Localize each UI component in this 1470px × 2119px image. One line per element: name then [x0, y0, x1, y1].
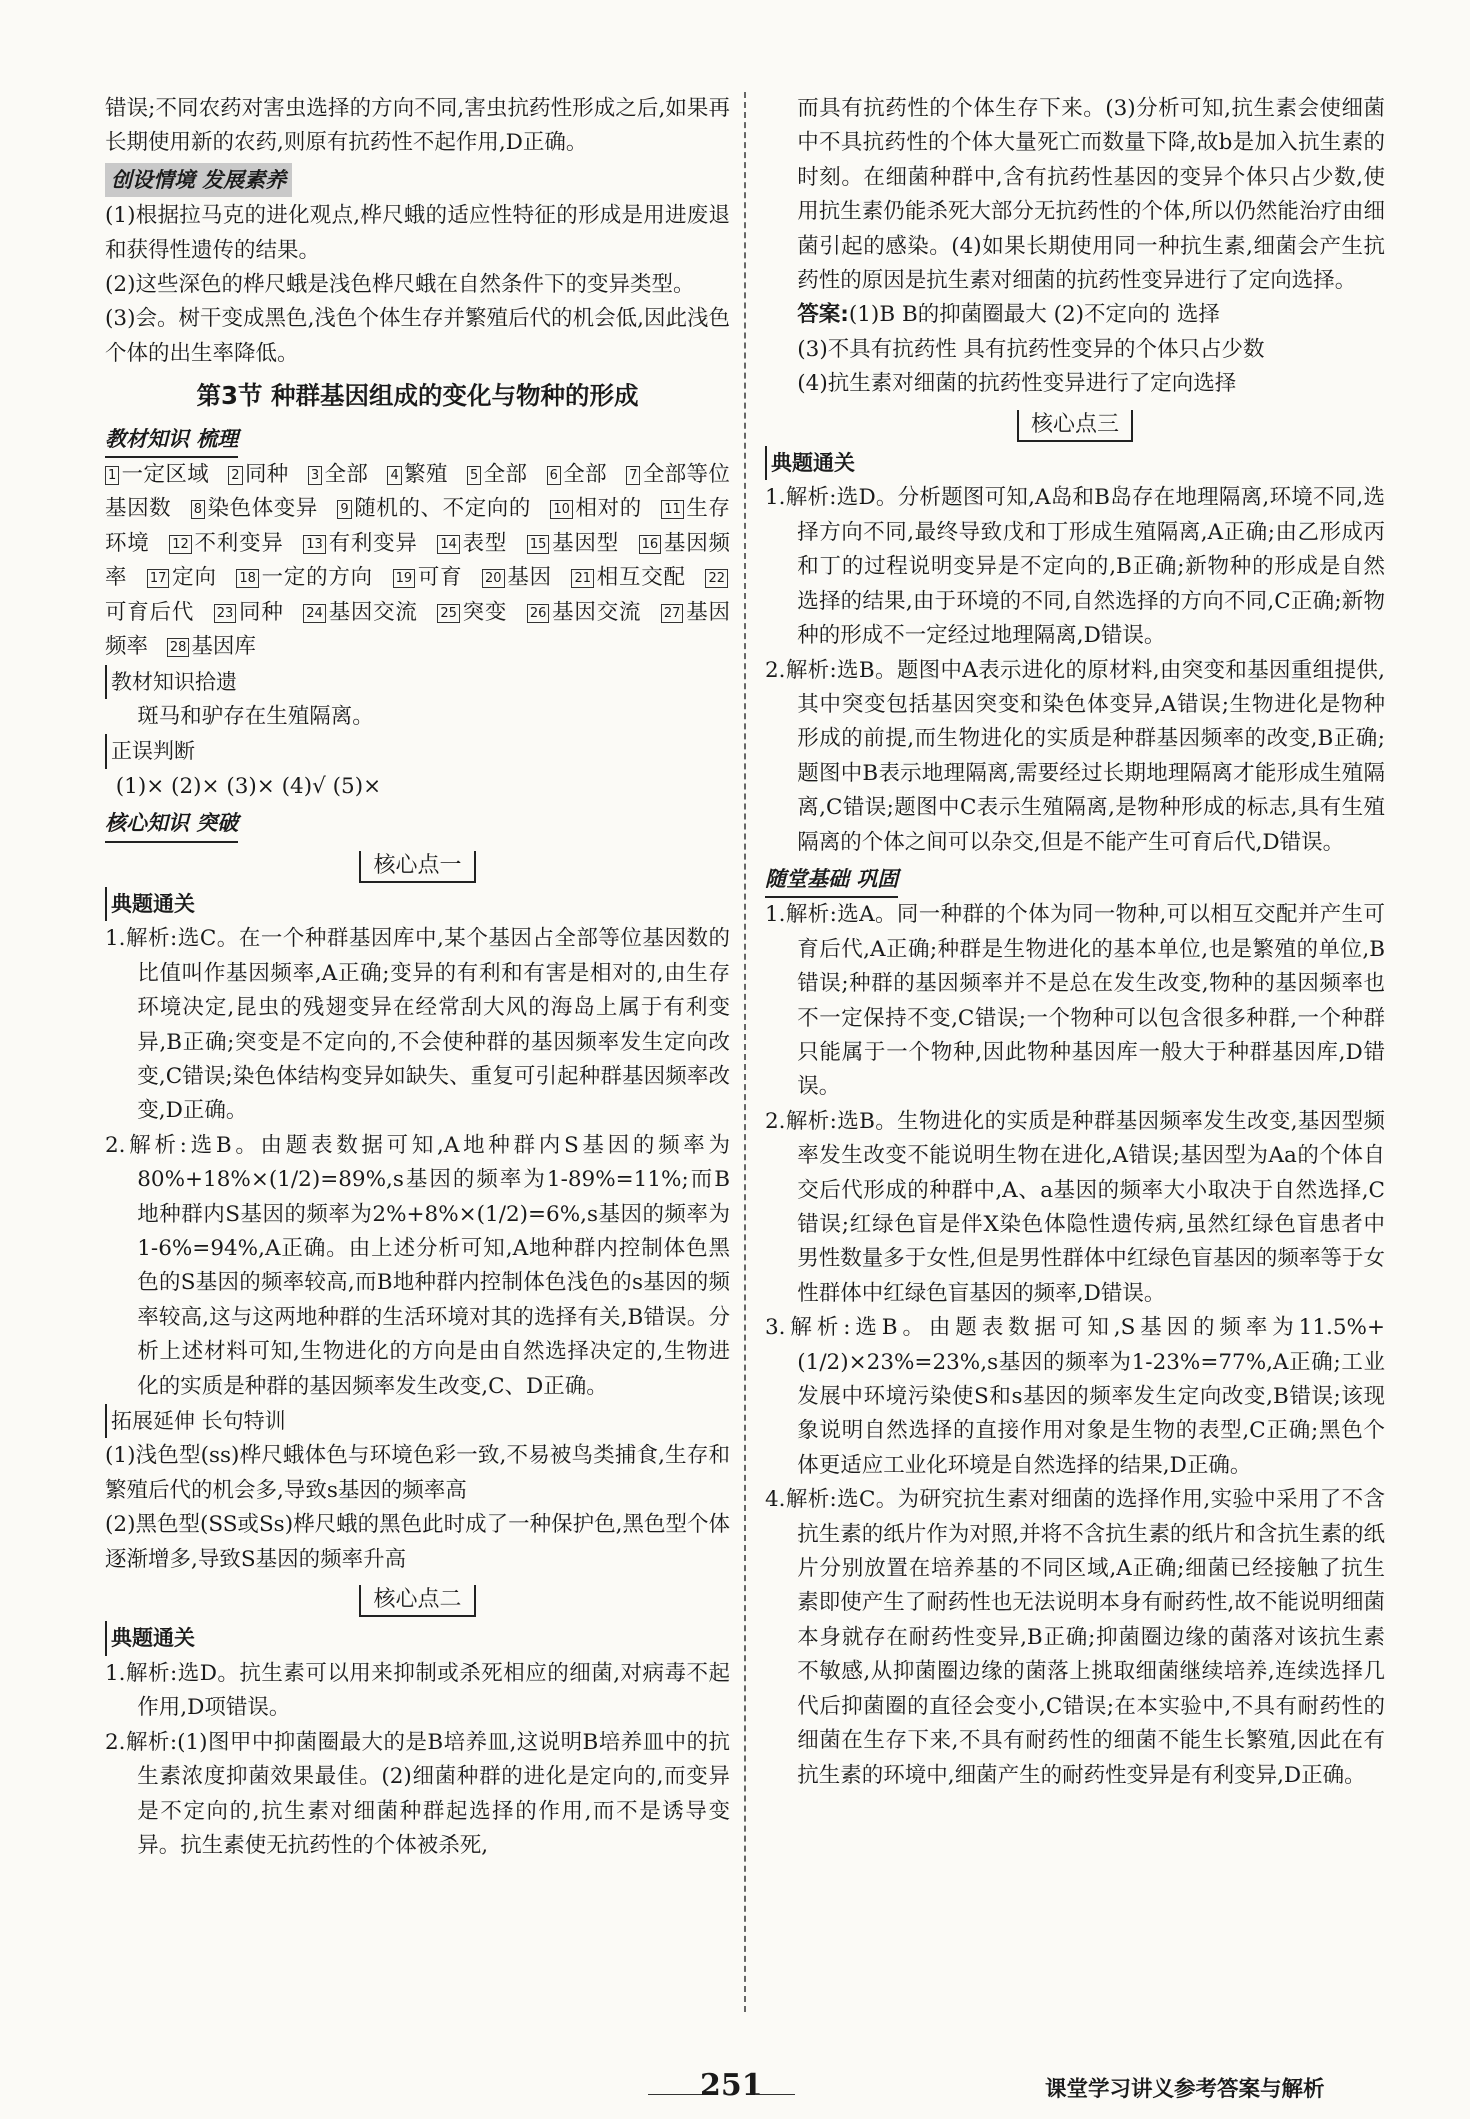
- continued-paragraph: 而具有抗药性的个体生存下来。(3)分析可知,抗生素会使细菌中不具抗药性的个体大量死亡而数量下降,故b是加入抗生素的时刻。在细菌种群中,含有抗药性基因的变异个体只占少数,使用抗生素仍能杀死大部分无抗药性的个体,所以仍然能治疗由细菌引起的感染。(4)如果长期使用同一种抗生素,细菌会产生抗药性的原因是抗生素对细菌的抗药性变异进行了定向选择。: [797, 96, 1385, 294]
- item-number: 17: [147, 569, 170, 588]
- item-number: 27: [661, 604, 684, 623]
- pickup-text: 斑马和驴存在生殖隔离。: [137, 703, 374, 729]
- right-column: [765, 92, 1385, 1793]
- item-number: 4: [387, 466, 401, 485]
- sub-label-typical: 典题通关: [105, 1621, 195, 1655]
- item-number: 14: [437, 535, 460, 554]
- item-text: 全部: [562, 462, 607, 488]
- knowledge-item: [527, 531, 619, 556]
- answer-item: 2.解析:选B。生物进化的实质是种群基因频率发生改变,基因型频率发生改变不能说明生物在进化,A错误;基因型为Aa的个体自交后代形成的种群中,A、a基因的频率大小取决于自然选择,C错误;红绿色盲是伴X染色体隐性遗传病,虽然红绿色盲患者中男性数量多于女性,但是男性群体中红绿色盲基因的频率等于女性群体中红绿色盲基因的频率,D错误。: [765, 1108, 1385, 1306]
- item-text: 基因: [506, 565, 552, 591]
- knowledge-item: [167, 634, 256, 659]
- knowledge-item: [467, 462, 527, 487]
- item-number: 10: [550, 500, 573, 519]
- item-text: 一定区域: [121, 462, 210, 488]
- answer-label: 答案:: [797, 302, 849, 328]
- knowledge-item: [308, 462, 368, 487]
- answer-item: 2.解析:(1)图甲中抑菌圈最大的是B培养皿,这说明B培养皿中的抗生素浓度抑菌效果最佳。(2)细菌种群的进化是定向的,而变异是不定向的,抗生素对细菌种群起选择的作用,而不是诱导变异。抗生素使无抗药性的个体被杀死,: [105, 1729, 730, 1858]
- item-number: 18: [236, 569, 259, 588]
- knowledge-item: [482, 565, 552, 590]
- item-number: 9: [337, 500, 351, 519]
- core-point-1-title: 核心点一: [359, 851, 475, 883]
- answer-item: 1.解析:选A。同一种群的个体为同一物种,可以相互交配并产生可育后代,A正确;种群是生物进化的基本单位,也是繁殖的单位,B错误;种群的基因频率并不是总在发生改变,物种的基因频率也不一定保持不变,C错误;一个物种可以包含很多种群,一个种群只能属于一个物种,因此物种基因库一般大于种群基因库,D错误。: [765, 902, 1385, 1100]
- heading-scenario: 创设情境 发展素养: [105, 163, 292, 197]
- page-number: 251: [700, 2068, 763, 2103]
- scenario-item: (3)会。树干变成黑色,浅色个体生存并繁殖后代的机会低,因此浅色个体的出生率降低。: [105, 306, 730, 366]
- item-text: 基因库: [191, 634, 256, 660]
- item-number: 16: [639, 535, 662, 554]
- answer-item: 3.解析:选B。由题表数据可知,S基因的频率为11.5%+(1/2)×23%=23%,s基因的频率为1-23%=77%,A正确;工业发展中环境污染使S和s基因的频率发生定向改变,B错误;该现象说明自然选择的直接作用对象是生物的表型,C正确;黑色个体更适应工业化环境是自然选择的结果,D正确。: [765, 1315, 1385, 1478]
- item-number: 15: [527, 535, 550, 554]
- knowledge-item: [387, 462, 447, 487]
- item-number: 26: [527, 604, 550, 623]
- item-number: 3: [308, 466, 322, 485]
- knowledge-item: [147, 565, 217, 590]
- answer-line: (1)B B的抑菌圈最大 (2)不定向的 选择: [848, 302, 1220, 328]
- item-text: 基因交流: [551, 599, 642, 625]
- item-text: 表型: [461, 530, 508, 556]
- extend-item: (2)黑色型(SS或Ss)桦尺蛾的黑色此时成了一种保护色,黑色型个体逐渐增多,导致S基因的频率升高: [105, 1512, 730, 1572]
- answer-item: 2.解析:选B。由题表数据可知,A地种群内S基因的频率为80%+18%×(1/2)=89%,s基因的频率为1-89%=11%;而B地种群内S基因的频率为2%+8%×(1/2)=6%,s基因的频率为1-6%=94%,A正确。由上述分析可知,A地种群内控制体色黑色的S基因的频率较高,而B地种群内控制体色浅色的s基因的频率较高,这与这两地种群的生活环境对其的选择有关,B错误。分析上述材料可知,生物进化的方向是由自然选择决定的,生物进化的实质是种群的基因频率发生改变,C、D正确。: [105, 1132, 730, 1399]
- item-text: 突变: [461, 599, 508, 625]
- sub-label-pickup: 教材知识拾遗: [105, 665, 237, 699]
- item-text: 繁殖: [403, 462, 448, 488]
- extend-item: (1)浅色型(ss)桦尺蛾体色与环境色彩一致,不易被鸟类捕食,生存和繁殖后代的机会多,导致s基因的频率高: [105, 1443, 730, 1503]
- item-text: 基因交流: [327, 599, 418, 625]
- knowledge-item: [214, 600, 284, 625]
- item-text: 不利变异: [193, 530, 284, 556]
- knowledge-item: [105, 462, 209, 487]
- item-text: 可育后代: [105, 599, 195, 625]
- knowledge-item: [191, 496, 318, 521]
- column-divider: [744, 92, 746, 2012]
- item-number: 8: [191, 500, 205, 519]
- item-text: 基因型: [551, 530, 619, 556]
- heading-core: 核心知识 突破: [105, 806, 238, 842]
- left-column: [105, 92, 730, 1863]
- item-text: 基因频率: [105, 599, 730, 660]
- item-number: 20: [482, 569, 505, 588]
- sub-label-judge: 正误判断: [105, 734, 195, 768]
- knowledge-item: [527, 600, 641, 625]
- item-number: 2: [228, 466, 242, 485]
- answer-item: 1.解析:选D。分析题图可知,A岛和B岛存在地理隔离,环境不同,选择方向不同,最终导致戊和丁形成生殖隔离,A正确;由乙形成丙和丁的过程说明变异是不定向的,B正确;新物种的形成是自然选择的结果,由于环境的不同,自然选择的方向不同,C正确;新物种的形成不一定经过地理隔离,D错误。: [765, 485, 1385, 649]
- item-number: 22: [705, 569, 728, 588]
- knowledge-item: [169, 531, 283, 556]
- answer-item: 1.解析:选C。在一个种群基因库中,某个基因占全部等位基因数的比值叫作基因频率,A正确;变异的有利和有害是相对的,由生存环境决定,昆虫的残翅变异在经常刮大风的海岛上属于有利变异,B正确;突变是不定向的,不会使种群的基因频率发生定向改变,C错误;染色体结构变异如缺失、重复可引起种群基因频率改变,D正确。: [105, 926, 730, 1124]
- knowledge-list: [105, 458, 730, 664]
- item-number: 5: [467, 466, 481, 485]
- item-text: 全部: [324, 462, 369, 488]
- item-text: 相对的: [574, 496, 642, 522]
- answer-item: 2.解析:选B。题图中A表示进化的原材料,由突变和基因重组提供,其中突变包括基因突变和染色体变异,A错误;生物进化是物种形成的前提,而生物进化的实质是种群基因频率的改变,B正确;题图中B表示地理隔离,需要经过长期地理隔离才能形成生殖隔离,C错误;题图中C表示生殖隔离,是物种形成的标志,具有生殖隔离的个体之间可以杂交,但是不能产生可育后代,D错误。: [765, 657, 1385, 855]
- item-number: 19: [393, 569, 416, 588]
- sub-label-extend: 拓展延伸 长句特训: [105, 1404, 286, 1438]
- knowledge-item: [550, 496, 641, 521]
- item-number: 6: [547, 466, 561, 485]
- item-text: 同种: [244, 462, 289, 488]
- scenario-item: (1)根据拉马克的进化观点,桦尺蛾的适应性特征的形成是用进废退和获得性遗传的结果。: [105, 203, 730, 263]
- answer-item: 1.解析:选D。抗生素可以用来抑制或杀死相应的细菌,对病毒不起作用,D项错误。: [105, 1660, 730, 1721]
- footer-rule-right: [755, 2094, 795, 2095]
- item-text: 一定的方向: [260, 565, 373, 591]
- item-number: 7: [626, 466, 640, 485]
- answer-line: (4)抗生素对细菌的抗药性变异进行了定向选择: [797, 371, 1237, 397]
- item-number: 23: [214, 604, 237, 623]
- item-text: 定向: [171, 565, 217, 591]
- knowledge-item: [303, 600, 417, 625]
- sub-label-typical: 典题通关: [105, 887, 195, 921]
- sub-label-typical: 典题通关: [765, 446, 855, 480]
- knowledge-item: [571, 565, 685, 590]
- item-number: 13: [303, 535, 326, 554]
- item-text: 全部等位基因数: [105, 462, 730, 522]
- item-text: 染色体变异: [206, 496, 318, 522]
- knowledge-item: [236, 565, 373, 590]
- item-number: 21: [571, 569, 594, 588]
- judge-text: (1)× (2)× (3)× (4)√ (5)×: [115, 773, 382, 799]
- item-text: 可育: [417, 565, 463, 591]
- intro-paragraph: 错误;不同农药对害虫选择的方向不同,害虫抗药性形成之后,如果再长期使用新的农药,则原有抗药性不起作用,D正确。: [105, 96, 730, 156]
- knowledge-item: [303, 531, 417, 556]
- section-title: 第3节 种群基因组成的变化与物种的形成: [196, 381, 639, 411]
- item-text: 有利变异: [327, 530, 418, 556]
- item-text: 生存环境: [105, 496, 730, 556]
- book-title: 课堂学习讲义参考答案与解析: [1045, 2077, 1325, 2102]
- item-text: 相互交配: [596, 565, 686, 591]
- knowledge-item: [393, 565, 463, 590]
- item-text: 同种: [238, 599, 284, 625]
- item-text: 基因频率: [105, 530, 730, 591]
- heading-textbook: 教材知识 梳理: [105, 422, 238, 458]
- knowledge-item: [547, 462, 607, 487]
- knowledge-item: [228, 462, 288, 487]
- item-number: 24: [303, 604, 326, 623]
- item-text: 全部: [483, 462, 528, 488]
- answer-line: (3)不具有抗药性 具有抗药性变异的个体只占少数: [797, 336, 1265, 362]
- answer-item: 4.解析:选C。为研究抗生素对细菌的选择作用,实验中采用了不含抗生素的纸片作为对照,并将不含抗生素的纸片和含抗生素的纸片分别放置在培养基的不同区域,A正确;细菌已经接触了抗生素即使产生了耐药性也无法说明本身有耐药性,故不能说明细菌本身就存在耐药性变异,B正确;抑菌圈边缘的菌落对该抗生素不敏感,从抑菌圈边缘的菌落上挑取细菌继续培养,连续选择几代后抑菌圈的直径会变小,C错误;在本实验中,不具有耐药性的细菌在生存下来,不具有耐药性的细菌不能生长繁殖,因此在有抗生素的环境中,细菌产生的耐药性变异是有利变异,D正确。: [765, 1487, 1385, 1788]
- knowledge-item: [437, 531, 507, 556]
- knowledge-item: [437, 600, 507, 625]
- item-text: 随机的、不定向的: [353, 496, 531, 522]
- item-number: 1: [105, 466, 119, 485]
- item-number: 11: [661, 500, 684, 519]
- item-number: 28: [167, 638, 190, 657]
- scenario-item: (2)这些深色的桦尺蛾是浅色桦尺蛾在自然条件下的变异类型。: [105, 272, 695, 298]
- item-number: 25: [437, 604, 460, 623]
- heading-class-basics: 随堂基础 巩固: [765, 862, 898, 898]
- item-number: 12: [169, 535, 192, 554]
- core-point-3-title: 核心点三: [1017, 410, 1133, 442]
- knowledge-item: [337, 496, 531, 521]
- core-point-2-title: 核心点二: [359, 1585, 475, 1617]
